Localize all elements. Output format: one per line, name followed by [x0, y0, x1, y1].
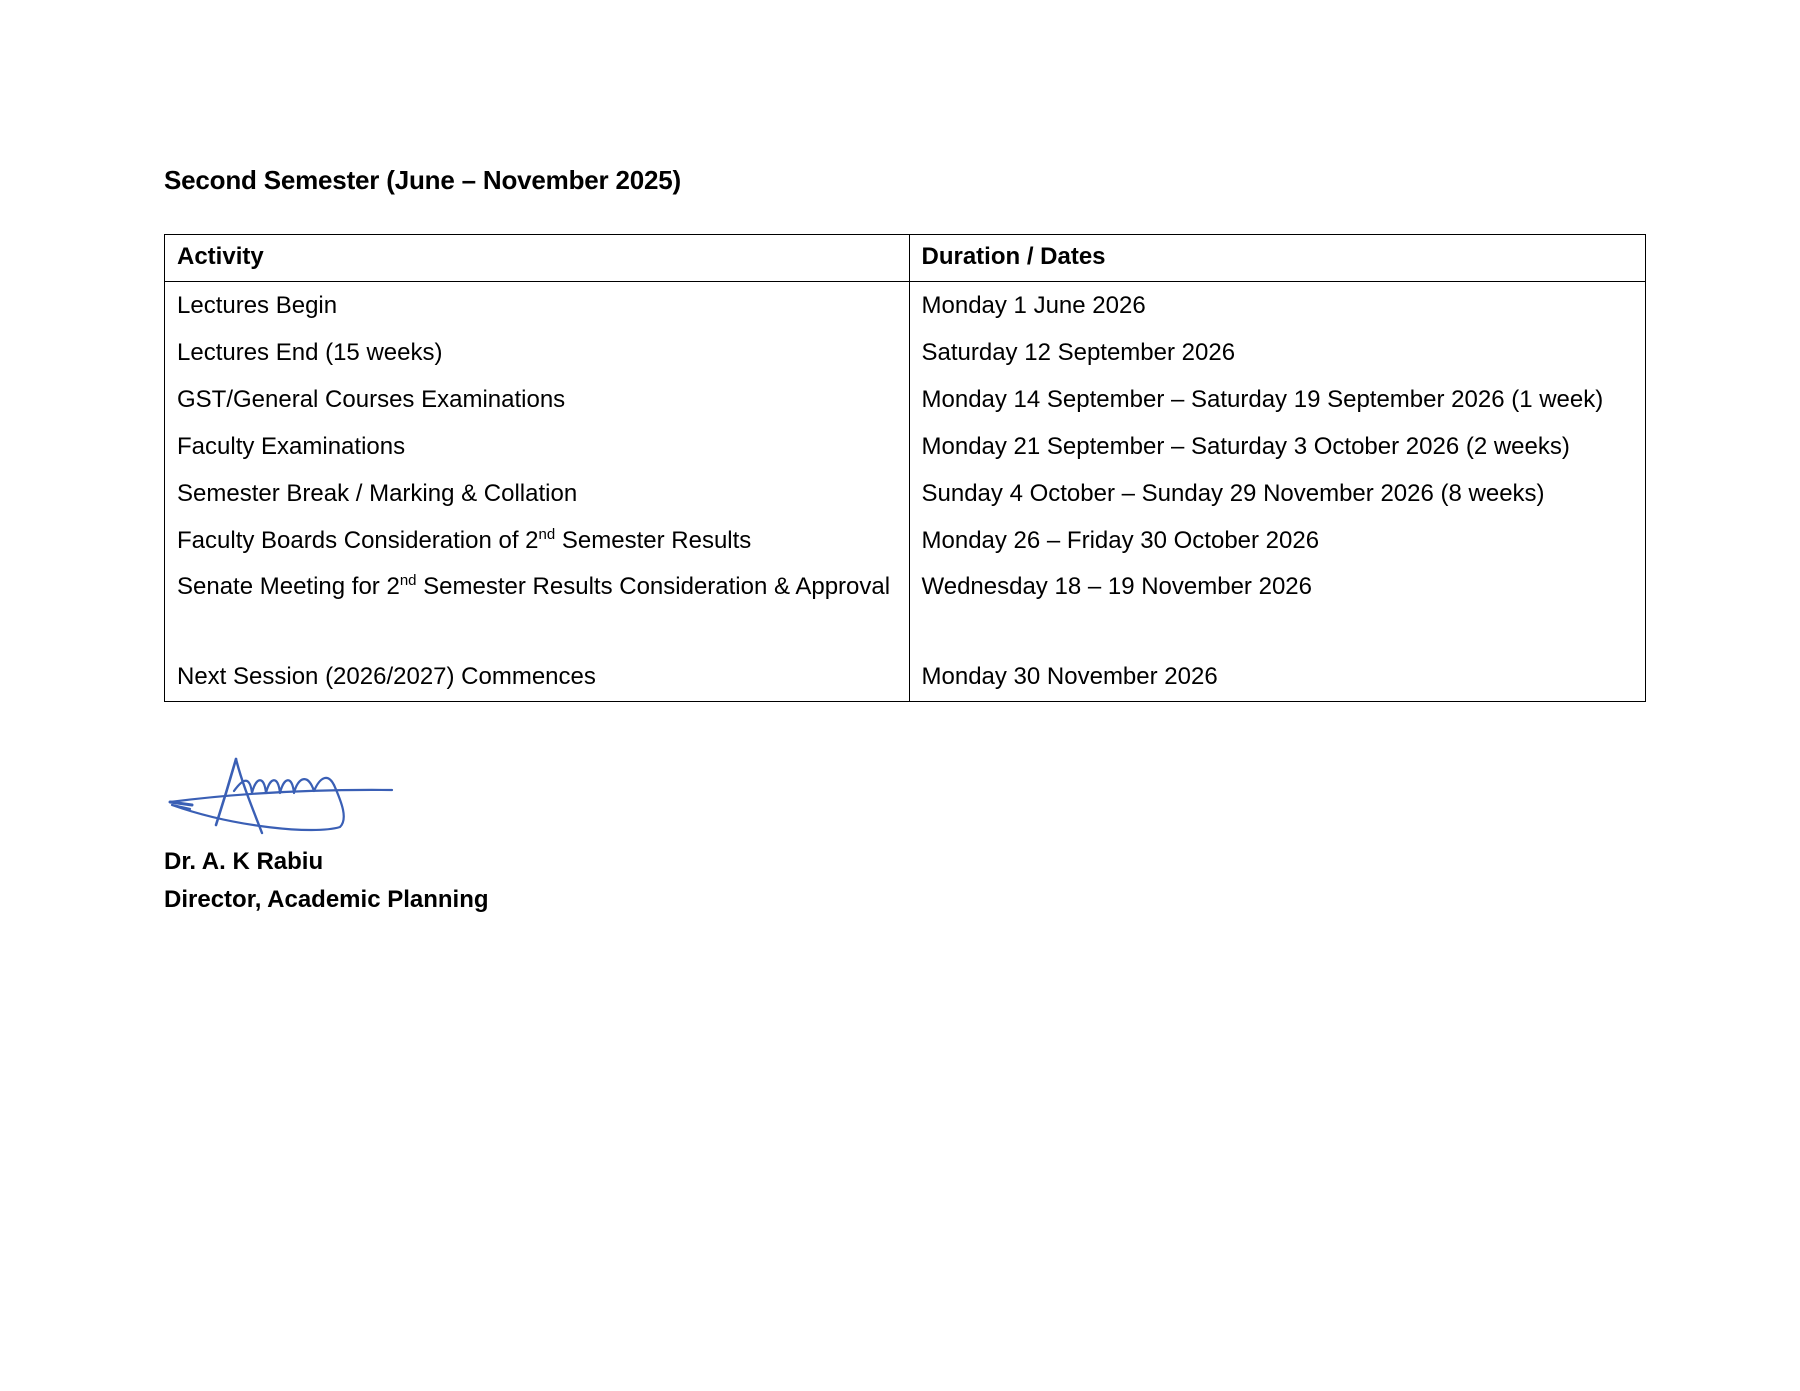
activity-text: Semester Results [555, 527, 752, 554]
signatory-name: Dr. A. K Rabiu [164, 848, 324, 875]
signatory-block [164, 843, 489, 919]
table-row [165, 282, 1646, 330]
activity-cell [165, 517, 910, 564]
activity-cell: GST/General Courses Examinations [165, 376, 910, 423]
activity-cell: Lectures Begin [165, 282, 910, 330]
ordinal-suffix: nd [538, 526, 556, 543]
table-row [165, 564, 1646, 653]
ordinal-suffix: nd [399, 572, 417, 589]
signatory-title: Director, Academic Planning [164, 886, 489, 913]
activity-cell: Semester Break / Marking & Collation [165, 470, 910, 517]
table-row [165, 423, 1646, 470]
activity-text: Senate Meeting for 2 [177, 573, 400, 600]
section-title: Second Semester (June – November 2025) [164, 165, 681, 195]
table-row [165, 653, 1646, 702]
dates-cell: Wednesday 18 – 19 November 2026 [909, 564, 1646, 653]
dates-cell: Monday 21 September – Saturday 3 October 2026 (2 weeks) [909, 423, 1646, 470]
activity-cell [165, 564, 910, 653]
activity-cell: Lectures End (15 weeks) [165, 329, 910, 376]
table-header-row [165, 235, 1646, 282]
dates-cell: Sunday 4 October – Sunday 29 November 2026 (8 weeks) [909, 470, 1646, 517]
activity-cell: Next Session (2026/2027) Commences [165, 653, 910, 702]
activity-text: Faculty Boards Consideration of 2 [177, 527, 539, 554]
activity-cell: Faculty Examinations [165, 423, 910, 470]
handwritten-signature [164, 755, 404, 840]
dates-cell: Monday 26 – Friday 30 October 2026 [909, 517, 1646, 564]
dates-cell: Monday 1 June 2026 [909, 282, 1646, 330]
column-header-activity: Activity [165, 235, 910, 282]
dates-cell: Monday 14 September – Saturday 19 September 2026 (1 week) [909, 376, 1646, 423]
table-row [165, 376, 1646, 423]
table-row [165, 517, 1646, 564]
dates-cell: Monday 30 November 2026 [909, 653, 1646, 702]
dates-cell: Saturday 12 September 2026 [909, 329, 1646, 376]
semester-schedule-table [164, 234, 1646, 702]
table-row [165, 470, 1646, 517]
activity-text: Semester Results Consideration & Approval [416, 573, 891, 600]
column-header-dates: Duration / Dates [909, 235, 1646, 282]
table-row [165, 329, 1646, 376]
